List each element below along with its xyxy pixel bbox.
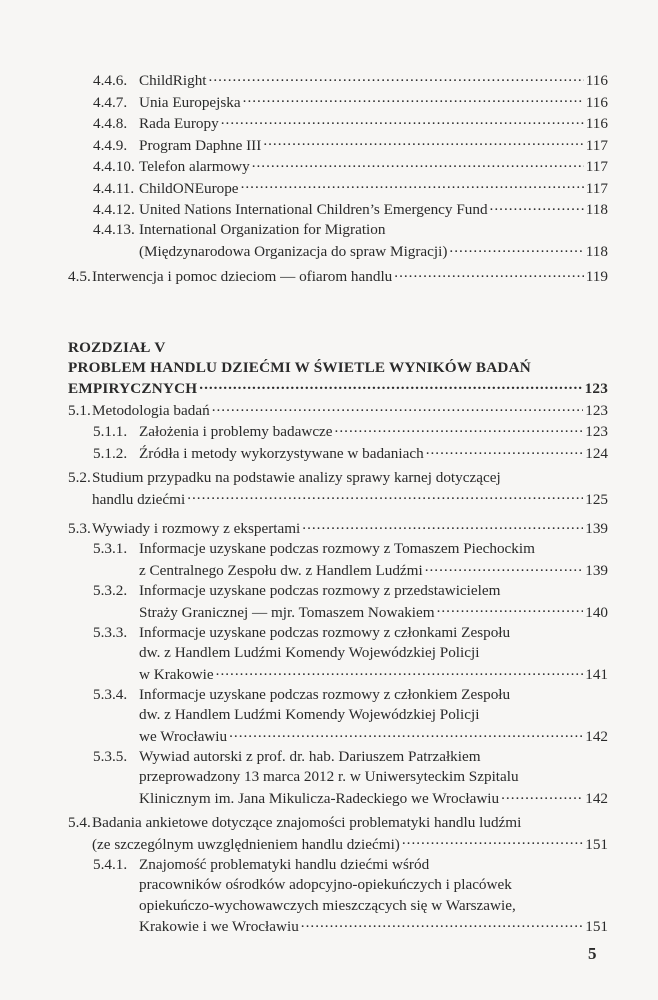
chapter-page-number: 123 <box>584 380 608 398</box>
toc-entry-title: w Krakowie <box>139 665 214 683</box>
toc-entry <box>68 400 608 421</box>
toc-entry-title: Unia Europejska <box>139 93 241 111</box>
toc-page-number: 117 <box>585 136 608 154</box>
toc-entry <box>68 539 608 581</box>
toc-entry-number: 4.4.10. <box>93 158 135 176</box>
toc-entry-number: 5.4. <box>68 814 91 832</box>
toc-entry-title: ChildONEurope <box>139 179 239 197</box>
toc-page-number: 118 <box>585 242 608 260</box>
leader-dots <box>425 560 584 575</box>
toc-entry-title: opiekuńczo-wychowawczych mieszczących się w Warszawie, <box>139 896 516 914</box>
toc-entry <box>68 199 608 220</box>
leader-dots <box>437 602 584 617</box>
toc-entry-title: Źródła i metody wykorzystywane w badaniach <box>139 444 424 462</box>
toc-entry-number: 5.1.1. <box>93 423 128 441</box>
toc-entry <box>68 113 608 134</box>
toc-entry-title: Znajomość problematyki handlu dziećmi wśród <box>139 856 430 874</box>
leader-dots <box>241 177 584 192</box>
toc-page-number: 124 <box>585 444 608 462</box>
leader-dots <box>402 834 583 849</box>
toc-entry-number: 4.4.13. <box>93 221 135 239</box>
toc-entry-number: 4.4.12. <box>93 201 135 219</box>
toc-page-number: 116 <box>585 115 608 133</box>
toc-entry-title: Informacje uzyskane podczas rozmowy z członkiem Zespołu <box>139 686 511 704</box>
leader-dots <box>302 518 583 533</box>
toc-entry-number: 4.5. <box>68 268 91 286</box>
leader-dots <box>490 199 584 214</box>
toc-page-number: 117 <box>585 179 608 197</box>
toc-entry <box>68 813 608 855</box>
chapter-heading <box>68 338 608 400</box>
toc-page-number: 118 <box>585 201 608 219</box>
toc-entry-title: Badania ankietowe dotyczące znajomości problematyki handlu ludźmi <box>92 814 522 832</box>
leader-dots <box>216 664 584 679</box>
toc-entry-title: Informacje uzyskane podczas rozmowy z członkami Zespołu <box>139 624 511 642</box>
toc-entry <box>68 266 608 287</box>
toc-entry-number: 5.2. <box>68 469 91 487</box>
toc-entry <box>68 177 608 198</box>
toc-entry <box>68 623 608 685</box>
toc-page-number: 151 <box>585 835 608 853</box>
toc-entry-number: 4.4.9. <box>93 136 128 154</box>
toc-entry-number: 5.3.3. <box>93 624 128 642</box>
leader-dots <box>501 788 583 803</box>
toc-page-number: 139 <box>585 520 608 538</box>
toc-entry <box>68 156 608 177</box>
toc-entry-title: z Centralnego Zespołu dw. z Handlem Ludźmi <box>139 561 423 579</box>
toc-entry-title: we Wrocławiu <box>139 727 228 745</box>
toc-page-number: 116 <box>585 93 608 111</box>
toc-entry-title: Rada Europy <box>139 115 219 133</box>
toc-entry <box>68 443 608 464</box>
toc-entry-title: Interwencja i pomoc dzieciom — ofiarom handlu <box>92 268 393 286</box>
leader-dots <box>212 400 584 415</box>
toc-entry-title: Informacje uzyskane podczas rozmowy z przedstawicielem <box>139 582 501 600</box>
toc-entry-title: Wywiad autorski z prof. dr. hab. Dariuszem Patrzałkiem <box>139 748 481 766</box>
toc-entry-number: 5.3.4. <box>93 686 128 704</box>
toc-entry <box>68 220 608 262</box>
toc-entry-title: Krakowie i we Wrocławiu <box>139 918 299 936</box>
toc-page-number: 123 <box>585 423 608 441</box>
toc-section-5 <box>68 400 608 938</box>
toc-section-4 <box>68 70 608 288</box>
leader-dots <box>263 134 583 149</box>
toc-entry-number: 4.4.6. <box>93 72 128 90</box>
leader-dots <box>209 70 584 85</box>
toc-page-number: 141 <box>585 665 608 683</box>
toc-entry-number: 5.1.2. <box>93 444 128 462</box>
leader-dots <box>394 266 584 281</box>
leader-dots <box>335 421 584 436</box>
chapter-title-line2: EMPIRYCZNYCH <box>68 380 198 398</box>
toc-page-number: 119 <box>585 268 608 286</box>
toc-entry-number: 5.4.1. <box>93 856 128 874</box>
leader-dots <box>199 378 582 393</box>
toc-entry-number: 5.3.5. <box>93 748 128 766</box>
toc-entry <box>68 855 608 937</box>
leader-dots <box>252 156 584 171</box>
toc-entry-title: Klinicznym im. Jana Mikulicza-Radeckiego we Wrocławiu <box>139 789 500 807</box>
toc-entry <box>68 581 608 623</box>
toc-entry-title: Straży Granicznej — mjr. Tomaszem Nowakiem <box>139 603 435 621</box>
toc-entry <box>68 747 608 809</box>
toc-entry-number: 4.4.8. <box>93 115 128 133</box>
toc-entry-title: pracowników ośrodków adopcyjno-opiekuńczych i placówek <box>139 876 512 894</box>
toc-entry-number: 5.3. <box>68 520 91 538</box>
page-folio: 5 <box>588 944 597 963</box>
toc-page-number: 151 <box>585 918 608 936</box>
toc-entry-title: dw. z Handlem Ludźmi Komendy Wojewódzkiej Policji <box>139 706 480 724</box>
toc-entry-title: Założenia i problemy badawcze <box>139 423 333 441</box>
toc-entry-number: 5.3.2. <box>93 582 128 600</box>
toc-page-number: 116 <box>585 72 608 90</box>
leader-dots <box>221 113 584 128</box>
toc-entry <box>68 685 608 747</box>
toc-entry-title: Program Daphne III <box>139 136 262 154</box>
toc-entry-title: (ze szczególnym uwzględnieniem handlu dziećmi) <box>92 835 400 853</box>
table-of-contents <box>68 70 608 937</box>
toc-entry-title: dw. z Handlem Ludźmi Komendy Wojewódzkiej Policji <box>139 644 480 662</box>
toc-page-number: 125 <box>585 490 608 508</box>
toc-page-number: 117 <box>585 158 608 176</box>
toc-entry-title: ChildRight <box>139 72 207 90</box>
toc-entry-title: International Organization for Migration <box>139 221 386 239</box>
toc-page-number: 142 <box>585 727 608 745</box>
toc-entry-title: Wywiady i rozmowy z ekspertami <box>92 520 301 538</box>
leader-dots <box>449 241 583 256</box>
chapter-label: ROZDZIAŁ V <box>68 338 166 356</box>
toc-entry-title: handlu dziećmi <box>92 490 186 508</box>
chapter-title-line1: PROBLEM HANDLU DZIEĆMI W ŚWIETLE WYNIKÓW BADAŃ <box>68 358 531 376</box>
toc-entry-title: Telefon alarmowy <box>139 158 250 176</box>
toc-entry <box>68 518 608 539</box>
toc-entry <box>68 468 608 510</box>
toc-entry <box>68 421 608 442</box>
toc-entry <box>68 134 608 155</box>
toc-entry-title: Metodologia badań <box>92 401 210 419</box>
toc-entry-number: 4.4.11. <box>93 179 135 197</box>
toc-page-number: 123 <box>585 401 608 419</box>
toc-entry-number: 4.4.7. <box>93 93 128 111</box>
leader-dots <box>301 916 583 931</box>
toc-entry-title: United Nations International Children’s Emergency Fund <box>139 201 488 219</box>
toc-entry-number: 5.3.1. <box>93 540 128 558</box>
toc-entry-number: 5.1. <box>68 401 91 419</box>
leader-dots <box>187 488 583 503</box>
toc-entry-title: Informacje uzyskane podczas rozmowy z Tomaszem Piechockim <box>139 540 535 558</box>
toc-page-number: 140 <box>585 603 608 621</box>
toc-page-number: 139 <box>585 561 608 579</box>
toc-entry <box>68 70 608 91</box>
toc-entry-title: Studium przypadku na podstawie analizy sprawy karnej dotyczącej <box>92 469 501 487</box>
leader-dots <box>229 726 583 741</box>
toc-entry-title: (Międzynarodowa Organizacja do spraw Migracji) <box>139 242 448 260</box>
leader-dots <box>243 91 584 106</box>
toc-page-number: 142 <box>585 789 608 807</box>
toc-entry-title: przeprowadzony 13 marca 2012 r. w Uniwersyteckim Szpitalu <box>139 768 519 786</box>
toc-entry <box>68 91 608 112</box>
leader-dots <box>426 443 584 458</box>
